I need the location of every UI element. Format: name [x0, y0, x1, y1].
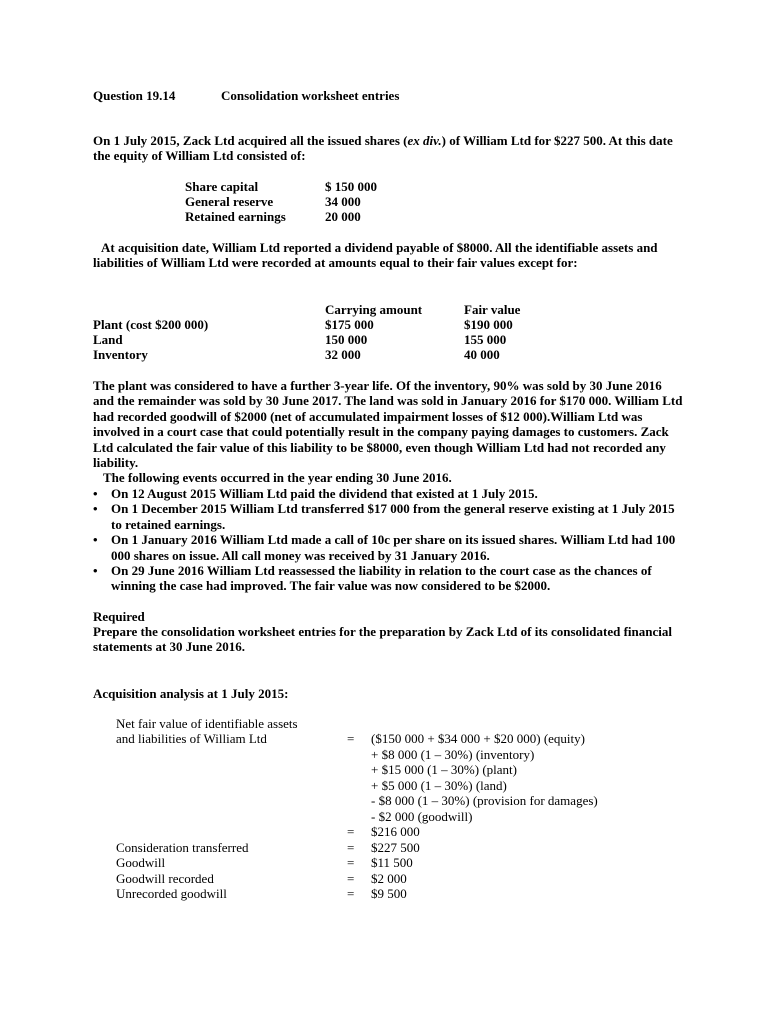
asset-fair: 40 000	[464, 347, 500, 362]
equals-sign: =	[347, 886, 355, 901]
intro-paragraph	[93, 133, 683, 164]
asset-carrying: $175 000	[325, 317, 374, 332]
col-header-carrying: Carrying amount	[325, 302, 423, 317]
required-text: Prepare the consolidation worksheet entries for the preparation by Zack Ltd of its consolidated financial statements at 30 June 2016.	[93, 624, 672, 655]
events-list	[93, 486, 683, 594]
asset-label: Inventory	[93, 347, 148, 362]
equity-value: $ 150 000	[325, 179, 377, 194]
equals-sign: =	[347, 871, 355, 886]
analysis-row-value: $9 500	[371, 886, 407, 901]
col-header-fair: Fair value	[464, 302, 521, 317]
equals-sign: =	[347, 855, 355, 870]
asset-fair: 155 000	[464, 332, 507, 347]
nfv-line: - $2 000 (goodwill)	[371, 809, 473, 824]
question-title: Consolidation worksheet entries	[221, 88, 400, 103]
asset-label: Plant (cost $200 000)	[93, 317, 209, 332]
nfv-line: - $8 000 (1 – 30%) (provision for damages)	[371, 793, 598, 808]
nfv-line: + $5 000 (1 – 30%) (land)	[371, 778, 507, 793]
nfv-label-line1: Net fair value of identifiable assets	[116, 716, 298, 731]
asset-carrying: 150 000	[325, 332, 368, 347]
equity-label: General reserve	[185, 194, 274, 209]
analysis-row-label: Goodwill recorded	[116, 871, 214, 886]
analysis-row-value: $2 000	[371, 871, 407, 886]
asset-carrying: 32 000	[325, 347, 361, 362]
equity-label: Retained earnings	[185, 209, 286, 224]
equals-sign: =	[347, 840, 355, 855]
analysis-row-value: $11 500	[371, 855, 413, 870]
event-item: • On 1 December 2015 William Ltd transferred $17 000 from the general reserve existing at 1 July 2015 to retained earnings.	[93, 501, 683, 532]
intro-text-part2: ) of William Ltd for $227 500. At this date the equity of William Ltd consisted of:	[93, 133, 673, 164]
question-number: Question 19.14	[93, 88, 176, 103]
event-item: • On 12 August 2015 William Ltd paid the dividend that existed at 1 July 2015.	[93, 486, 683, 501]
nfv-total: $216 000	[371, 824, 420, 839]
analysis-heading: Acquisition analysis at 1 July 2015:	[93, 686, 289, 701]
intro-text-part1: On 1 July 2015, Zack Ltd acquired all the issued shares (	[93, 133, 408, 148]
asset-fair: $190 000	[464, 317, 513, 332]
analysis-row-label: Consideration transferred	[116, 840, 249, 855]
equity-label: Share capital	[185, 179, 259, 194]
events-intro: The following events occurred in the year ending 30 June 2016.	[103, 470, 452, 485]
nfv-line: ($150 000 + $34 000 + $20 000) (equity)	[371, 731, 585, 746]
dividend-paragraph: At acquisition date, William Ltd reported a dividend payable of $8000. All the identifiable assets and liabilities of William Ltd were recorded at amounts equal to their fair values except for:	[93, 240, 658, 271]
equals-sign: =	[347, 824, 355, 839]
analysis-row-value: $227 500	[371, 840, 420, 855]
intro-text-italic: ex div.	[407, 133, 442, 148]
analysis-row-label: Goodwill	[116, 855, 166, 870]
nfv-line: + $15 000 (1 – 30%) (plant)	[371, 762, 517, 777]
event-item: • On 1 January 2016 William Ltd made a call of 10c per share on its issued shares. William Ltd had 100 000 shares on issue. All call money was received by 31 January 2016.	[93, 532, 683, 563]
equity-value: 20 000	[325, 209, 361, 224]
asset-label: Land	[93, 332, 123, 347]
equals-sign: =	[347, 731, 355, 746]
plant-paragraph: The plant was considered to have a further 3-year life. Of the inventory, 90% was sold by 30 June 2016 and the remainder was sold by 30 June 2017. The land was sold in January 2016 for $170 000. William Ltd had recorded goodwill of $2000 (net of accumulated impairment losses of $12 000).William Ltd was involved in a court case that could potentially result in the company paying damages to customers. Zack Ltd calculated the fair value of this liability to be $8000, even though William Ltd had not recorded any liability.	[93, 378, 683, 471]
analysis-row-label: Unrecorded goodwill	[116, 886, 227, 901]
required-heading: Required	[93, 609, 145, 624]
equity-value: 34 000	[325, 194, 361, 209]
nfv-label-line2: and liabilities of William Ltd	[116, 731, 267, 746]
nfv-line: + $8 000 (1 – 30%) (inventory)	[371, 747, 535, 762]
event-item: • On 29 June 2016 William Ltd reassessed the liability in relation to the court case as the chances of winning the case had improved. The fair value was now considered to be $2000.	[93, 563, 683, 594]
